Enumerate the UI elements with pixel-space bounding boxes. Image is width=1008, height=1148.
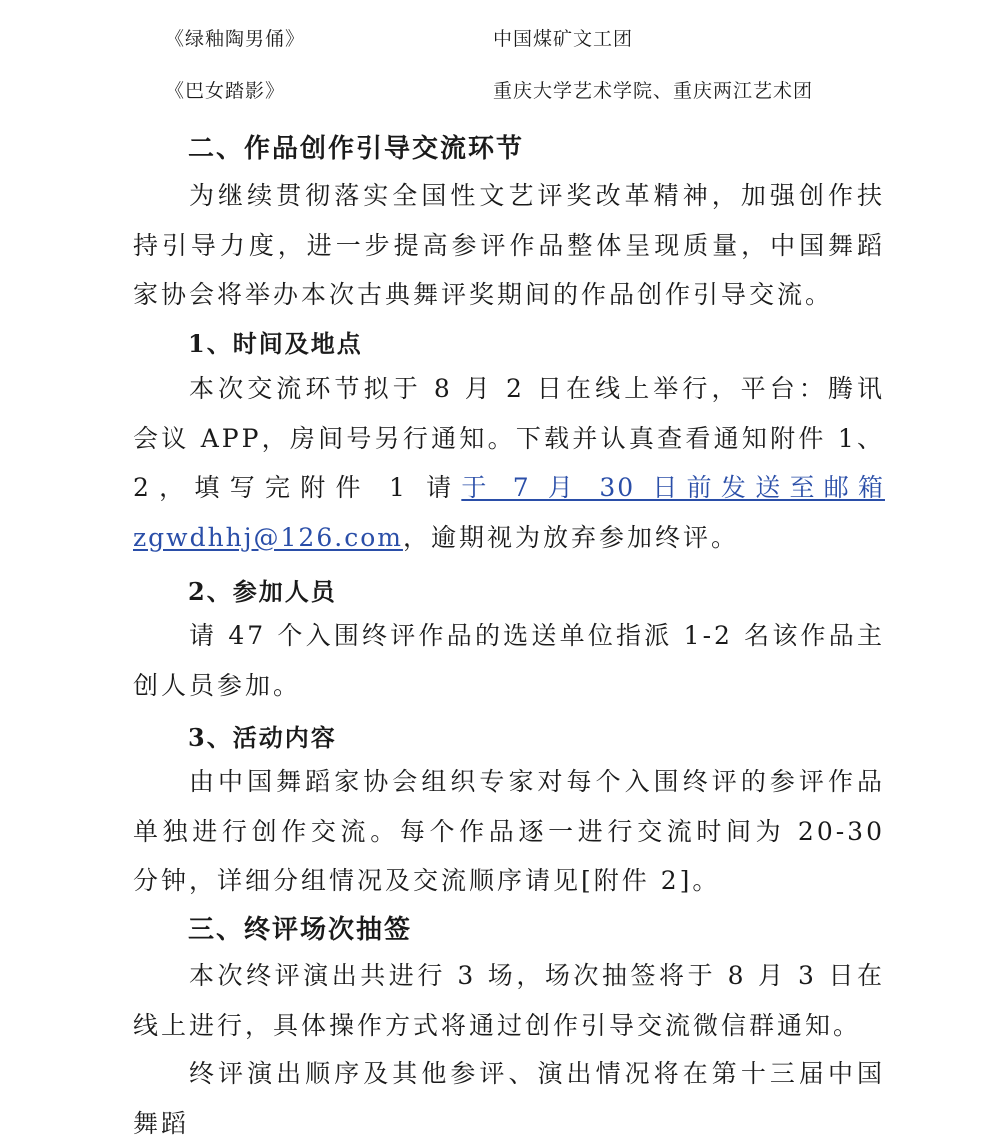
item-2-title: 2、参加人员 <box>188 577 337 606</box>
section-3-para-2: 终评演出顺序及其他参评、演出情况将在第十三届中国舞蹈 <box>133 1059 885 1138</box>
item-2-text: 请 47 个入围终评作品的选送单位指派 1-2 名该作品主创人员参加。 <box>133 621 885 700</box>
item-1-title: 1、时间及地点 <box>188 329 363 358</box>
work-title: 《巴女踏影》 <box>165 80 286 102</box>
item-1-text <box>133 364 885 562</box>
item-3-text: 由中国舞蹈家协会组织专家对每个入围终评的参评作品单独进行创作交流。每个作品逐一进行交流时间为 20-30 分钟，详细分组情况及交流顺序请见[附件 2]。 <box>133 767 885 895</box>
section-3-para-1: 本次终评演出共进行 3 场，场次抽签将于 8 月 3 日在线上进行，具体操作方式将通过创作引导交流微信群通知。 <box>133 961 885 1040</box>
item-1-text-before: 本次交流环节拟于 8 月 2 日在线上举行，平台：腾讯会议 APP，房间号另行通知。下载并认真查看通知附件 1、2，填写完附件 1 请 <box>133 374 885 502</box>
item-3-title: 3、活动内容 <box>188 723 337 752</box>
section-2-heading: 二、作品创作引导交流环节 <box>188 134 525 164</box>
work-title: 《绿釉陶男俑》 <box>165 28 306 50</box>
table-row <box>0 68 1008 108</box>
email-link[interactable]: 于 7 月 30 日前发送至邮箱 zgwdhhj@126.com <box>133 473 885 552</box>
work-unit: 中国煤矿文工团 <box>493 28 634 50</box>
section-3-heading: 三、终评场次抽签 <box>188 915 413 945</box>
item-1-text-after: ，逾期视为放弃参加终评。 <box>402 522 739 552</box>
table-row <box>0 16 1008 56</box>
section-2-intro: 为继续贯彻落实全国性文艺评奖改革精神，加强创作扶持引导力度，进一步提高参评作品整体呈现质量，中国舞蹈家协会将举办本次古典舞评奖期间的作品创作引导交流。 <box>133 181 885 309</box>
work-unit: 重庆大学艺术学院、重庆两江艺术团 <box>493 80 814 102</box>
